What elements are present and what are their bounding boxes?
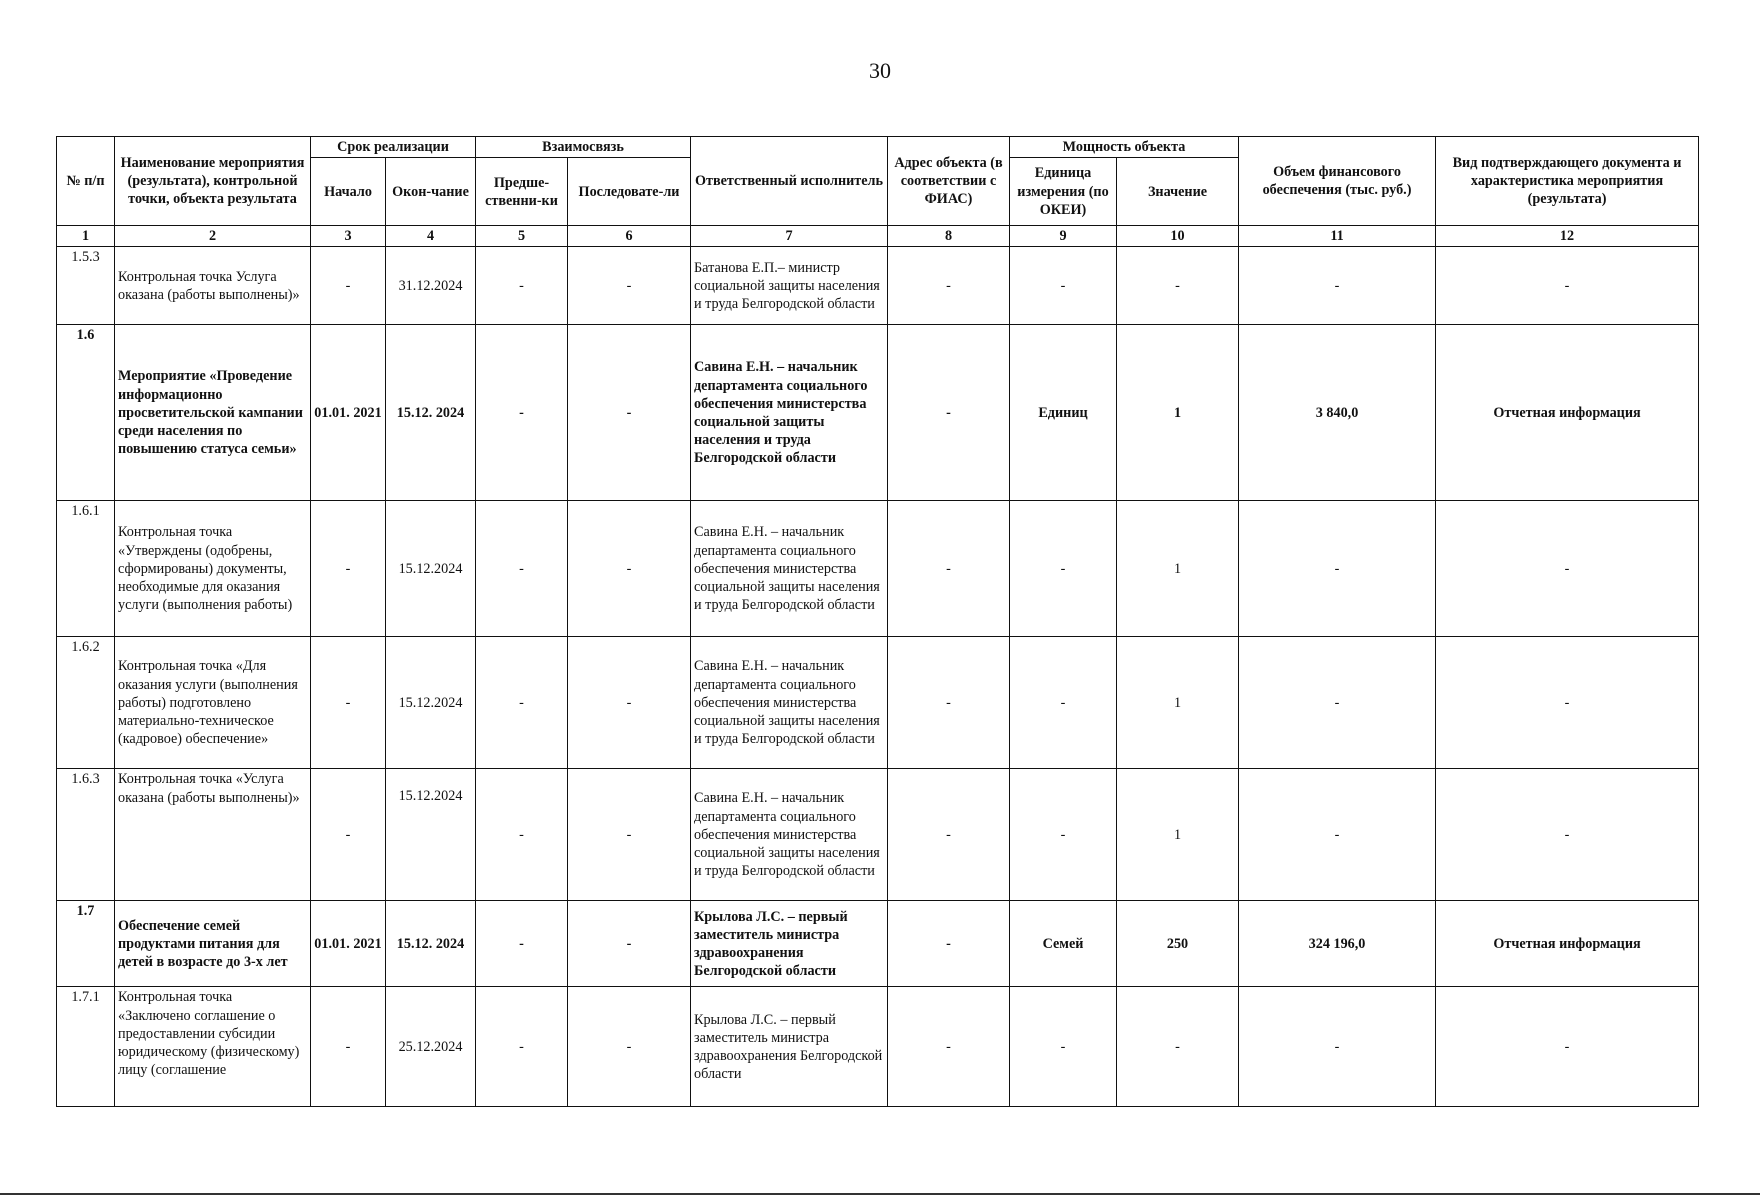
page-number: 30 (869, 58, 891, 83)
row-name: Мероприятие «Проведение информационно просветительской кампании среди населения по повышению статуса семьи» (115, 325, 311, 501)
row-executor: Савина Е.Н. – начальник департамента социального обеспечения министерства социальной защиты населения и труда Белгородской области (691, 325, 888, 501)
table-row (57, 637, 1699, 769)
row-value: 1 (1117, 325, 1239, 501)
column-number-row (57, 226, 1699, 247)
row-name: Контрольная точка «Для оказания услуги (выполнения работы) подготовлено материально-техническое (кадровое) обеспечение» (115, 637, 311, 769)
row-num: 1.6 (57, 325, 115, 501)
column-number: 1 (57, 226, 115, 247)
row-finance: - (1239, 501, 1436, 637)
row-doc: Отчетная информация (1436, 901, 1699, 987)
header-end: Окон-чание (386, 158, 476, 226)
column-number: 8 (888, 226, 1010, 247)
row-unit: - (1010, 987, 1117, 1107)
header-period: Срок реализации (311, 137, 476, 158)
row-successors: - (568, 501, 691, 637)
row-num: 1.5.3 (57, 247, 115, 325)
row-successors: - (568, 987, 691, 1107)
row-address: - (888, 987, 1010, 1107)
row-start: - (311, 501, 386, 637)
column-number: 12 (1436, 226, 1699, 247)
row-executor: Савина Е.Н. – начальник департамента социального обеспечения министерства социальной защиты населения и труда Белгородской области (691, 637, 888, 769)
row-address: - (888, 501, 1010, 637)
row-end: 15.12. 2024 (386, 325, 476, 501)
row-doc: - (1436, 987, 1699, 1107)
row-predecessors: - (476, 501, 568, 637)
activities-table (56, 136, 1699, 1107)
row-predecessors: - (476, 901, 568, 987)
column-number: 6 (568, 226, 691, 247)
row-value: 250 (1117, 901, 1239, 987)
row-executor: Батанова Е.П.– министр социальной защиты населения и труда Белгородской области (691, 247, 888, 325)
row-doc: Отчетная информация (1436, 325, 1699, 501)
row-name: Обеспечение семей продуктами питания для детей в возрасте до 3-х лет (115, 901, 311, 987)
row-finance: - (1239, 247, 1436, 325)
row-predecessors: - (476, 325, 568, 501)
header-relation: Взаимосвязь (476, 137, 691, 158)
row-finance: 324 196,0 (1239, 901, 1436, 987)
header-value: Значение (1117, 158, 1239, 226)
row-unit: Единиц (1010, 325, 1117, 501)
bottom-rule (0, 1193, 1760, 1195)
row-successors: - (568, 769, 691, 901)
header-successors: Последовате-ли (568, 158, 691, 226)
row-start: - (311, 987, 386, 1107)
column-number: 2 (115, 226, 311, 247)
row-finance: - (1239, 637, 1436, 769)
row-num: 1.6.2 (57, 637, 115, 769)
column-number: 5 (476, 226, 568, 247)
row-finance: - (1239, 987, 1436, 1107)
row-name: Контрольная точка Услуга оказана (работы выполнены)» (115, 247, 311, 325)
column-number: 11 (1239, 226, 1436, 247)
row-end: 31.12.2024 (386, 247, 476, 325)
header-capacity: Мощность объекта (1010, 137, 1239, 158)
row-finance: 3 840,0 (1239, 325, 1436, 501)
row-end: 15.12.2024 (386, 637, 476, 769)
row-successors: - (568, 325, 691, 501)
header-executor: Ответственный исполнитель (691, 137, 888, 226)
row-unit: - (1010, 637, 1117, 769)
table-row (57, 769, 1699, 901)
row-successors: - (568, 637, 691, 769)
row-name: Контрольная точка «Заключено соглашение о предоставлении субсидии юридическому (физическому) лицу (соглашение (115, 987, 311, 1107)
row-num: 1.6.3 (57, 769, 115, 901)
row-name: Контрольная точка «Утверждены (одобрены, сформированы) документы, необходимые для оказания услуги (выполнения работы) (115, 501, 311, 637)
row-doc: - (1436, 637, 1699, 769)
header-doc-type: Вид подтверждающего документа и характеристика мероприятия (результата) (1436, 137, 1699, 226)
row-predecessors: - (476, 987, 568, 1107)
column-number: 9 (1010, 226, 1117, 247)
row-address: - (888, 325, 1010, 501)
table-row (57, 987, 1699, 1107)
row-doc: - (1436, 247, 1699, 325)
table-row (57, 247, 1699, 325)
row-value: - (1117, 247, 1239, 325)
row-address: - (888, 637, 1010, 769)
row-doc: - (1436, 501, 1699, 637)
row-num: 1.7 (57, 901, 115, 987)
header-num: № п/п (57, 137, 115, 226)
row-end: 15.12.2024 (386, 769, 476, 901)
row-predecessors: - (476, 247, 568, 325)
header-unit: Единица измерения (по ОКЕИ) (1010, 158, 1117, 226)
row-start: 01.01. 2021 (311, 901, 386, 987)
row-name: Контрольная точка «Услуга оказана (работы выполнены)» (115, 769, 311, 901)
row-num: 1.6.1 (57, 501, 115, 637)
row-executor: Крылова Л.С. – первый заместитель министра здравоохранения Белгородской области (691, 901, 888, 987)
row-unit: - (1010, 247, 1117, 325)
row-end: 15.12.2024 (386, 501, 476, 637)
table-row (57, 325, 1699, 501)
header-start: Начало (311, 158, 386, 226)
row-start: - (311, 637, 386, 769)
row-unit: - (1010, 501, 1117, 637)
row-executor: Савина Е.Н. – начальник департамента социального обеспечения министерства социальной защиты населения и труда Белгородской области (691, 501, 888, 637)
row-executor: Савина Е.Н. – начальник департамента социального обеспечения министерства социальной защиты населения и труда Белгородской области (691, 769, 888, 901)
row-value: - (1117, 987, 1239, 1107)
row-num: 1.7.1 (57, 987, 115, 1107)
row-end: 25.12.2024 (386, 987, 476, 1107)
row-successors: - (568, 247, 691, 325)
table-row (57, 901, 1699, 987)
row-executor: Крылова Л.С. – первый заместитель министра здравоохранения Белгородской области (691, 987, 888, 1107)
column-number: 10 (1117, 226, 1239, 247)
row-value: 1 (1117, 501, 1239, 637)
header-address: Адрес объекта (в соответствии с ФИАС) (888, 137, 1010, 226)
row-unit: Семей (1010, 901, 1117, 987)
row-start: - (311, 769, 386, 901)
row-start: 01.01. 2021 (311, 325, 386, 501)
row-doc: - (1436, 769, 1699, 901)
column-number: 4 (386, 226, 476, 247)
row-address: - (888, 247, 1010, 325)
row-finance: - (1239, 769, 1436, 901)
row-successors: - (568, 901, 691, 987)
row-predecessors: - (476, 769, 568, 901)
row-address: - (888, 901, 1010, 987)
row-predecessors: - (476, 637, 568, 769)
row-address: - (888, 769, 1010, 901)
header-predecessors: Предше-ственни-ки (476, 158, 568, 226)
header-finance: Объем финансового обеспечения (тыс. руб.) (1239, 137, 1436, 226)
header-name: Наименование мероприятия (результата), контрольной точки, объекта результата (115, 137, 311, 226)
row-end: 15.12. 2024 (386, 901, 476, 987)
row-unit: - (1010, 769, 1117, 901)
column-number: 3 (311, 226, 386, 247)
row-value: 1 (1117, 769, 1239, 901)
table-row (57, 501, 1699, 637)
row-value: 1 (1117, 637, 1239, 769)
row-start: - (311, 247, 386, 325)
column-number: 7 (691, 226, 888, 247)
